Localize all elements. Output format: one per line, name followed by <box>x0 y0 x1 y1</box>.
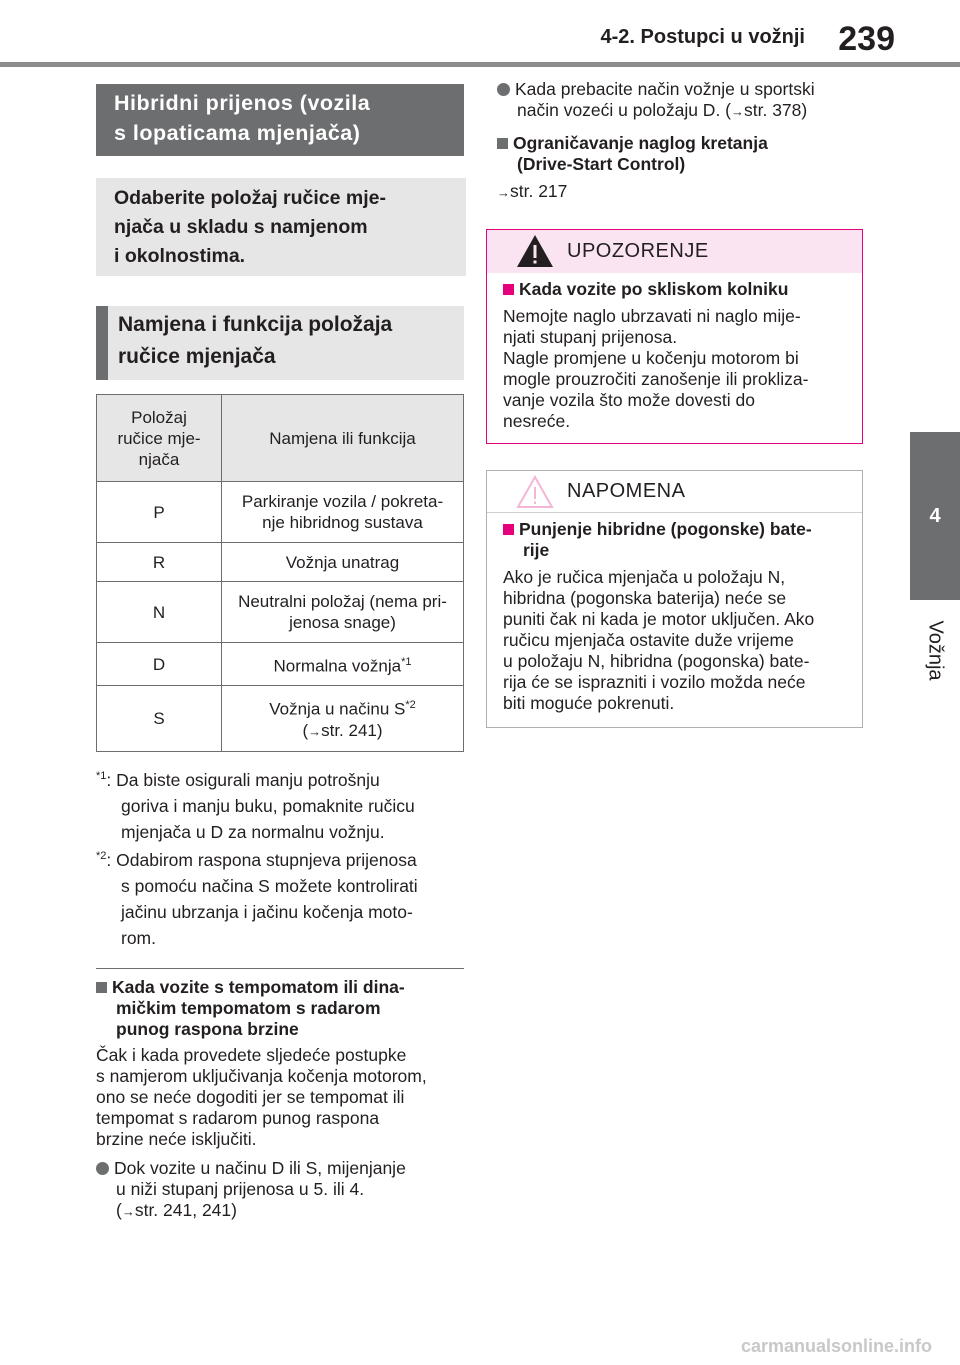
footnote-1 <box>96 763 466 845</box>
cell-text: Normalna vožnja <box>273 656 402 676</box>
body-line: mogle prouzročiti zanošenje ili prokliza- <box>503 369 809 389</box>
warning-triangle-icon <box>515 233 555 269</box>
note-title: NAPOMENA <box>567 480 686 502</box>
circle-bullet-icon <box>497 83 510 96</box>
body-line: njati stupanj prijenosa. <box>503 327 678 347</box>
footnote-2 <box>96 843 466 951</box>
square-bullet-icon <box>503 284 514 295</box>
table-header-row <box>97 395 464 482</box>
heading-line: s lopaticama mjenjača) <box>114 121 361 145</box>
body-line: Ako je ručica mjenjača u položaju N, <box>503 567 786 587</box>
cell-line: jenosa snage) <box>289 613 396 632</box>
heading-line: Hibridni prijenos (vozila <box>114 91 371 115</box>
note-content <box>503 519 858 714</box>
cruise-title: Kada vozite s tempomatom ili dina- mičkim tempomatom s radarom punog raspona brzine <box>96 977 466 1040</box>
footnote-mark: *1 <box>96 770 107 782</box>
cell-line: (→str. 241) <box>302 720 383 740</box>
table-row <box>97 582 464 643</box>
table-row <box>97 643 464 686</box>
footnote-mark: *2 <box>96 850 107 862</box>
drive-start-ref <box>497 181 867 203</box>
intro-line: Odaberite položaj ručice mje- <box>114 187 386 209</box>
cell-function <box>222 643 464 686</box>
body-line: ručicu mjenjača ostavite duže vrijeme <box>503 630 794 650</box>
warning-title: UPOZORENJE <box>567 240 709 262</box>
intro-line: njača u skladu s namjenom <box>114 216 368 238</box>
footnote-text: Odabirom raspona stupnjeva prijenosa <box>116 849 417 870</box>
footnote-text: Da biste osigurali manju potrošnju <box>116 769 380 790</box>
body-line: rija će se isprazniti i vozilo možda neće <box>503 672 806 692</box>
table-row <box>97 686 464 752</box>
table-row <box>97 543 464 582</box>
footnote-line: $^{*1}$: Da biste osigurali manju potrošnju <box>96 769 380 790</box>
cell-line: Parkiranje vozila / pokreta- <box>241 492 444 511</box>
cell-line: Neutralni položaj (nema pri- <box>238 592 447 611</box>
drive-start-title: Ograničavanje naglog kretanja (Drive-Start Control) <box>497 133 867 175</box>
bullet-item: Dok vozite u načinu D ili S, mijenjanje u niži stupanj prijenosa u 5. ili 4. (→str. 241, 241) <box>96 1158 466 1222</box>
footnote-line: $^{*2}$: Odabirom raspona stupnjeva prijenosa <box>96 849 417 870</box>
body-line: biti moguće pokrenuti. <box>503 693 675 713</box>
heading-shift-positions <box>96 306 464 380</box>
body-line: brzine neće isključiti. <box>96 1129 257 1149</box>
heading-line: Namjena i funkcija položaja <box>118 313 393 336</box>
footnote-ref: *2 <box>405 699 416 712</box>
body-line: ono se neće dogoditi jer se tempomat ili <box>96 1087 405 1107</box>
page-ref-link[interactable]: str. 217 <box>510 181 568 201</box>
page-ref-link[interactable]: str. 241 <box>321 720 377 740</box>
cell-line <box>226 695 459 720</box>
footnote-line: mjenjača u D za normalnu vožnju. <box>121 821 385 842</box>
arrow-icon: → <box>121 1204 135 1219</box>
body-line: puniti čak ni kada je motor uključen. Ako <box>503 609 815 629</box>
section-title: 4-2. Postupci u vožnji <box>600 26 805 48</box>
cell-function <box>222 686 464 752</box>
warning-subtitle: Kada vozite po skliskom kolniku <box>503 279 853 300</box>
cell-position: R <box>97 543 222 582</box>
cruise-section <box>96 977 466 1222</box>
body-line: Čak i kada provedete sljedeće postupke <box>96 1045 407 1065</box>
chapter-label-text: Vožnja <box>924 619 947 681</box>
warning-content <box>503 279 853 432</box>
col-header-position <box>97 395 222 482</box>
note-subtitle: Punjenje hibridne (pogonske) bate- rije <box>503 519 858 561</box>
chapter-label <box>908 600 960 700</box>
body-line: s namjerom uključivanja kočenja motorom, <box>96 1066 427 1086</box>
note-body <box>503 567 858 714</box>
square-bullet-icon <box>96 982 107 993</box>
caution-triangle-outline-icon <box>515 474 555 510</box>
arrow-icon: → <box>497 185 510 200</box>
square-bullet-icon <box>497 138 508 149</box>
heading-line: ručice mjenjača <box>118 345 276 368</box>
page-ref-link[interactable]: str. 241, 241 <box>134 1200 232 1220</box>
footnote-line: s pomoću načina S možete kontrolirati <box>121 875 418 896</box>
header-line: ručice mje- <box>117 428 201 448</box>
heading-hybrid-transmission <box>96 84 464 156</box>
cell-function: Vožnja unatrag <box>222 543 464 582</box>
warning-body <box>503 306 853 432</box>
arrow-icon: → <box>731 104 744 119</box>
footnote-ref: *1 <box>401 655 412 668</box>
body-line: u položaju N, hibridna (pogonska) bate- <box>503 651 810 671</box>
body-line: tempomat s radarom punog raspona <box>96 1108 380 1128</box>
cruise-body <box>96 1045 466 1150</box>
header-line: Položaj <box>131 407 187 427</box>
footnote-line: jačinu ubrzanja i jačinu kočenja moto- <box>121 901 413 922</box>
body-line: vanje vozila što može dovesti do <box>503 390 755 410</box>
cell-function <box>222 582 464 643</box>
col-header-function: Namjena ili funkcija <box>222 395 464 482</box>
header-rule <box>0 62 960 67</box>
page-number: 239 <box>838 20 895 58</box>
cell-text: Vožnja u načinu S <box>269 699 406 719</box>
note-header-rule <box>487 512 862 513</box>
intro-box <box>96 178 466 276</box>
chapter-number: 4 <box>929 504 941 527</box>
chapter-tab <box>910 432 960 600</box>
body-line: Nagle promjene u kočenju motorom bi <box>503 348 799 368</box>
footnote-line: goriva i manju buku, pomaknite ručicu <box>121 795 415 816</box>
header-line: njača <box>138 449 180 469</box>
watermark: carmanualsonline.info <box>740 1336 932 1356</box>
circle-bullet-icon <box>96 1162 109 1175</box>
shift-position-table <box>96 394 464 752</box>
body-line: hibridna (pogonska baterija) neće se <box>503 588 787 608</box>
cell-function <box>222 482 464 543</box>
cell-position: D <box>97 643 222 686</box>
page-ref-link[interactable]: str. 378 <box>744 100 802 120</box>
cell-position: N <box>97 582 222 643</box>
cell-position: S <box>97 686 222 752</box>
bullet-item: Kada prebacite način vožnje u sportski način vozeći u položaju D. (→str. 378) <box>497 79 867 122</box>
body-line: Nemojte naglo ubrzavati ni naglo mije- <box>503 306 801 326</box>
intro-line: i okolnostima. <box>114 245 246 267</box>
right-top <box>497 79 867 203</box>
square-bullet-icon <box>503 524 514 535</box>
cell-line: nje hibridnog sustava <box>262 513 423 532</box>
arrow-icon: → <box>308 723 322 739</box>
footnote-line: rom. <box>121 927 156 948</box>
cell-position: P <box>97 482 222 543</box>
section-divider <box>96 968 464 969</box>
table-row <box>97 482 464 543</box>
body-line: nesreće. <box>503 411 571 431</box>
